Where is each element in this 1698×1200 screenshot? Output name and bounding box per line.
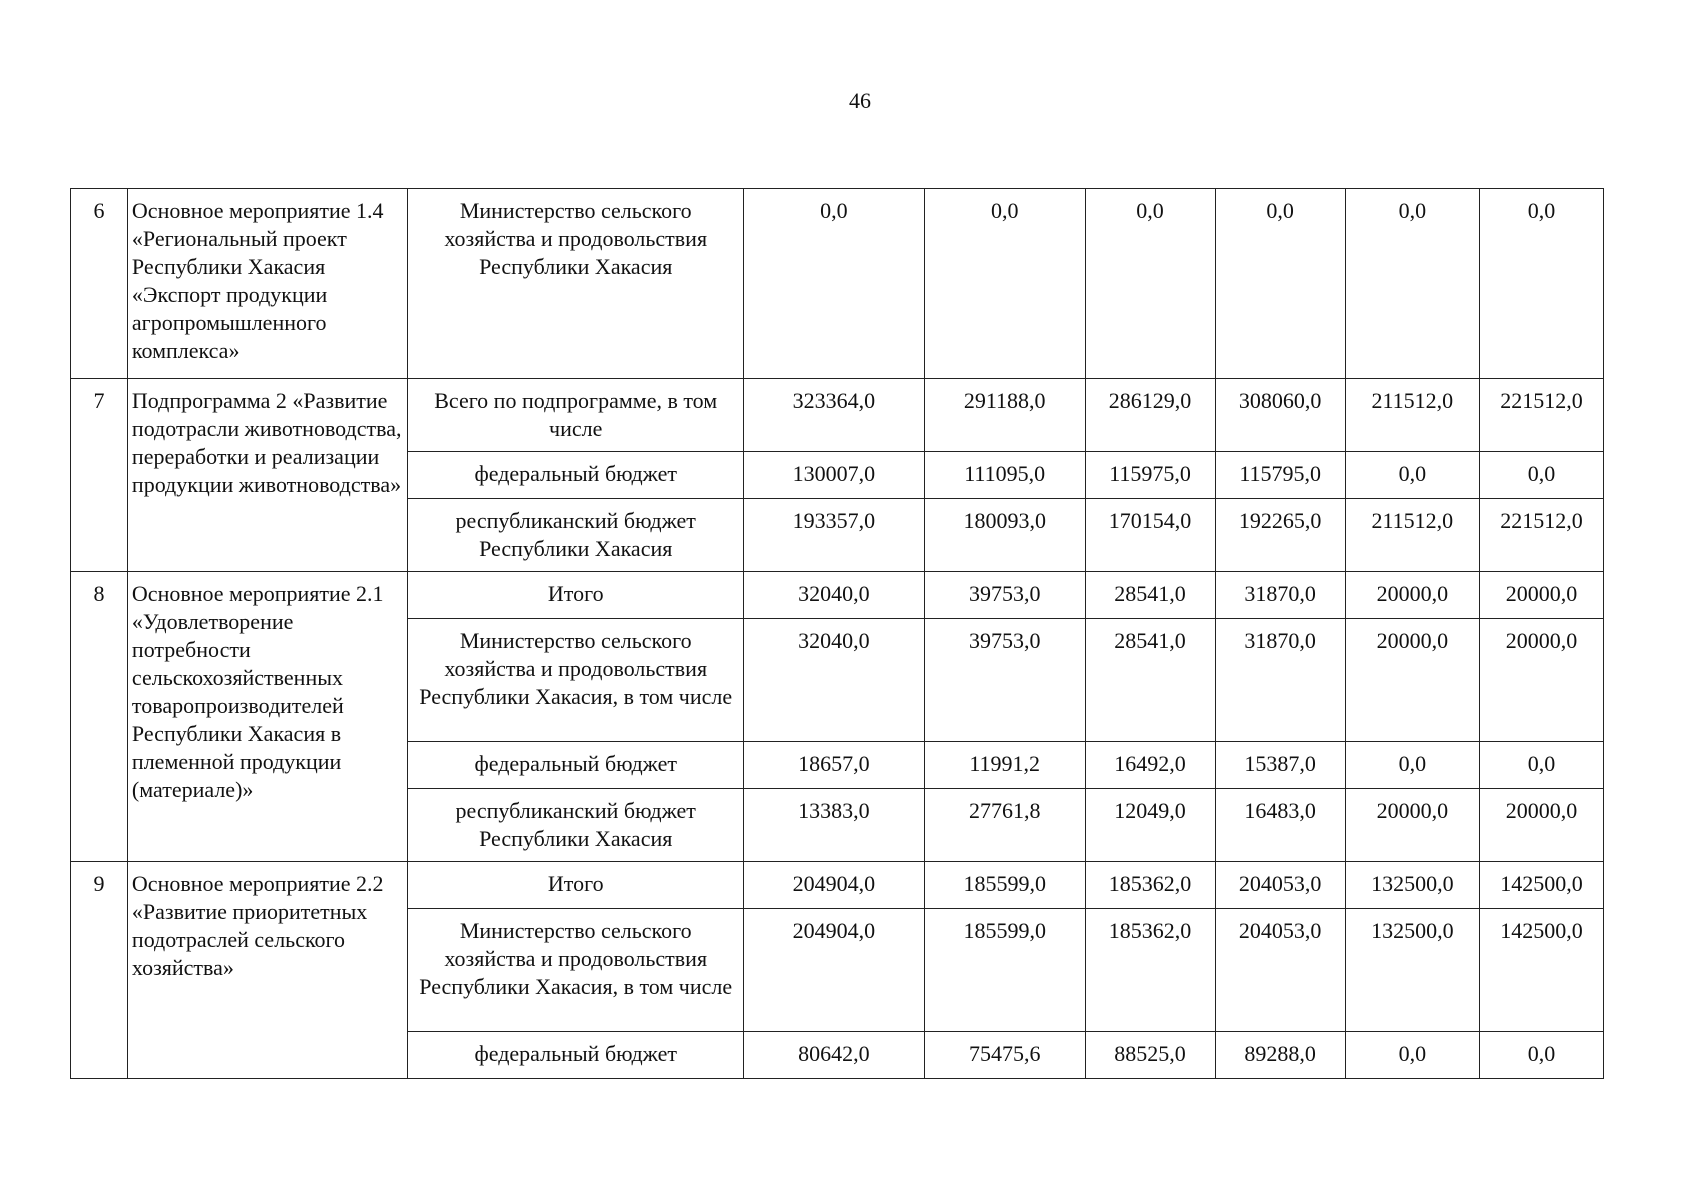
- row-number: 8: [71, 572, 128, 862]
- value-cell: 115795,0: [1215, 452, 1345, 499]
- value-cell: 115975,0: [1085, 452, 1215, 499]
- table-row: [71, 189, 1604, 379]
- value-cell: 28541,0: [1085, 619, 1215, 742]
- value-cell: 88525,0: [1085, 1032, 1215, 1079]
- value-cell: 185599,0: [924, 862, 1085, 909]
- value-cell: 20000,0: [1479, 789, 1603, 862]
- row-number: 6: [71, 189, 128, 379]
- funding-source: Министерство сельского хозяйства и продовольствия Республики Хакасия, в том числе: [408, 909, 743, 1032]
- row-number: 9: [71, 862, 128, 1079]
- funding-source: Министерство сельского хозяйства и продовольствия Республики Хакасия, в том числе: [408, 619, 743, 742]
- value-cell: 31870,0: [1215, 619, 1345, 742]
- page-number: 46: [849, 88, 871, 113]
- value-cell: 204904,0: [743, 909, 924, 1032]
- funding-source: республиканский бюджет Республики Хакасия: [408, 789, 743, 862]
- value-cell: 211512,0: [1345, 379, 1479, 452]
- value-cell: 20000,0: [1479, 619, 1603, 742]
- value-cell: 142500,0: [1479, 909, 1603, 1032]
- value-cell: 170154,0: [1085, 499, 1215, 572]
- table-row: [71, 572, 1604, 619]
- value-cell: 20000,0: [1345, 789, 1479, 862]
- budget-table: [70, 188, 1604, 1079]
- value-cell: 0,0: [1215, 189, 1345, 379]
- value-cell: 204053,0: [1215, 862, 1345, 909]
- value-cell: 323364,0: [743, 379, 924, 452]
- value-cell: 132500,0: [1345, 862, 1479, 909]
- value-cell: 211512,0: [1345, 499, 1479, 572]
- value-cell: 193357,0: [743, 499, 924, 572]
- value-cell: 80642,0: [743, 1032, 924, 1079]
- funding-source: Итого: [408, 862, 743, 909]
- value-cell: 39753,0: [924, 619, 1085, 742]
- value-cell: 286129,0: [1085, 379, 1215, 452]
- activity-name: Основное мероприятие 2.2 «Развитие приоритетных подотраслей сельского хозяйства»: [127, 862, 408, 1079]
- value-cell: 89288,0: [1215, 1032, 1345, 1079]
- value-cell: 0,0: [1345, 742, 1479, 789]
- value-cell: 0,0: [1479, 1032, 1603, 1079]
- value-cell: 0,0: [1479, 452, 1603, 499]
- value-cell: 204053,0: [1215, 909, 1345, 1032]
- funding-source: Всего по подпрограмме, в том числе: [408, 379, 743, 452]
- funding-source: республиканский бюджет Республики Хакасия: [408, 499, 743, 572]
- funding-source: федеральный бюджет: [408, 1032, 743, 1079]
- value-cell: 16492,0: [1085, 742, 1215, 789]
- value-cell: 0,0: [1479, 189, 1603, 379]
- value-cell: 15387,0: [1215, 742, 1345, 789]
- value-cell: 32040,0: [743, 572, 924, 619]
- value-cell: 130007,0: [743, 452, 924, 499]
- row-number: 7: [71, 379, 128, 572]
- value-cell: 185362,0: [1085, 909, 1215, 1032]
- value-cell: 31870,0: [1215, 572, 1345, 619]
- value-cell: 0,0: [1479, 742, 1603, 789]
- value-cell: 0,0: [743, 189, 924, 379]
- value-cell: 132500,0: [1345, 909, 1479, 1032]
- value-cell: 180093,0: [924, 499, 1085, 572]
- value-cell: 204904,0: [743, 862, 924, 909]
- value-cell: 27761,8: [924, 789, 1085, 862]
- value-cell: 11991,2: [924, 742, 1085, 789]
- value-cell: 185599,0: [924, 909, 1085, 1032]
- value-cell: 39753,0: [924, 572, 1085, 619]
- activity-name: Основное мероприятие 1.4 «Региональный проект Республики Хакасия «Экспорт продукции агропромышленного комплекса»: [127, 189, 408, 379]
- value-cell: 18657,0: [743, 742, 924, 789]
- value-cell: 32040,0: [743, 619, 924, 742]
- value-cell: 75475,6: [924, 1032, 1085, 1079]
- value-cell: 308060,0: [1215, 379, 1345, 452]
- value-cell: 20000,0: [1345, 572, 1479, 619]
- value-cell: 192265,0: [1215, 499, 1345, 572]
- value-cell: 221512,0: [1479, 499, 1603, 572]
- value-cell: 20000,0: [1345, 619, 1479, 742]
- value-cell: 28541,0: [1085, 572, 1215, 619]
- activity-name: Подпрограмма 2 «Развитие подотрасли животноводства, переработки и реализации продукции животноводства»: [127, 379, 408, 572]
- activity-name: Основное мероприятие 2.1 «Удовлетворение потребности сельскохозяйственных товаропроизводителей Республики Хакасия в племенной продукции (материале)»: [127, 572, 408, 862]
- value-cell: 221512,0: [1479, 379, 1603, 452]
- funding-source: федеральный бюджет: [408, 452, 743, 499]
- value-cell: 20000,0: [1479, 572, 1603, 619]
- value-cell: 291188,0: [924, 379, 1085, 452]
- value-cell: 142500,0: [1479, 862, 1603, 909]
- value-cell: 0,0: [924, 189, 1085, 379]
- value-cell: 16483,0: [1215, 789, 1345, 862]
- table-row: [71, 862, 1604, 909]
- table-row: [71, 379, 1604, 452]
- funding-source: федеральный бюджет: [408, 742, 743, 789]
- funding-source: Министерство сельского хозяйства и продовольствия Республики Хакасия: [408, 189, 743, 379]
- value-cell: 0,0: [1345, 452, 1479, 499]
- value-cell: 185362,0: [1085, 862, 1215, 909]
- value-cell: 111095,0: [924, 452, 1085, 499]
- value-cell: 0,0: [1345, 189, 1479, 379]
- funding-source: Итого: [408, 572, 743, 619]
- value-cell: 13383,0: [743, 789, 924, 862]
- value-cell: 12049,0: [1085, 789, 1215, 862]
- value-cell: 0,0: [1345, 1032, 1479, 1079]
- value-cell: 0,0: [1085, 189, 1215, 379]
